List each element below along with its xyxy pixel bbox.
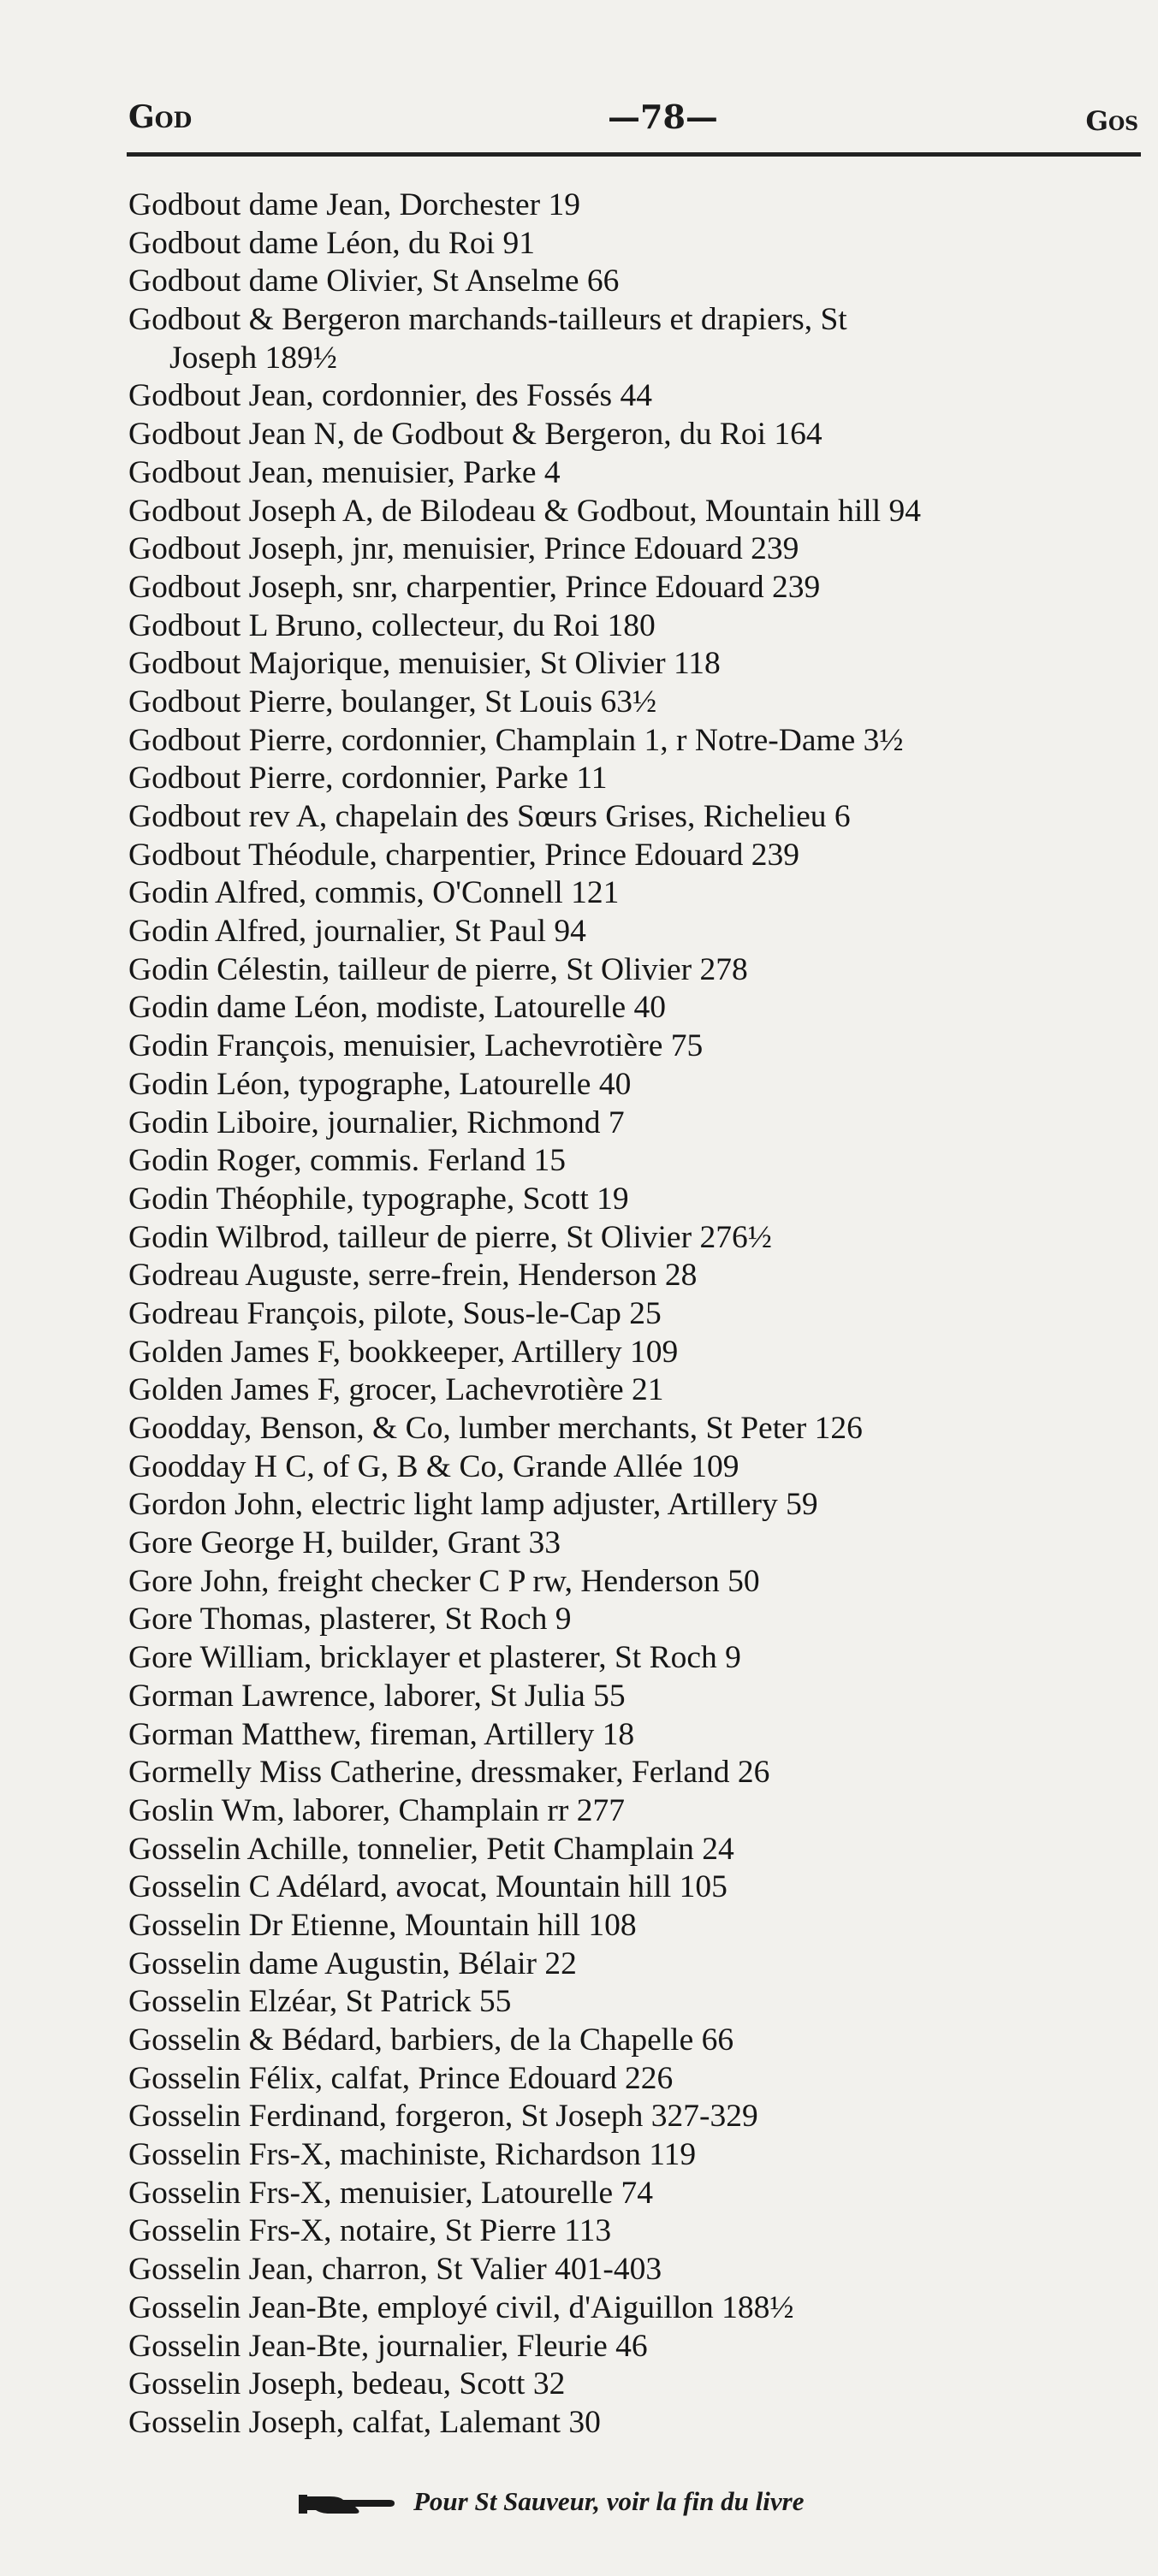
directory-entry: Godin Léon, typographe, Latourelle 40 xyxy=(128,1066,632,1102)
directory-entry: Godbout Pierre, cordonnier, Parke 11 xyxy=(128,761,608,796)
header-last-name: Gos xyxy=(1085,106,1138,137)
page-footer xyxy=(295,2484,1066,2527)
directory-entry: Godin Alfred, journalier, St Paul 94 xyxy=(128,914,586,950)
directory-entry: Godreau Auguste, serre-frein, Henderson 28 xyxy=(128,1258,698,1294)
directory-entry: Goodday, Benson, & Co, lumber merchants, St Peter 126 xyxy=(128,1411,863,1446)
directory-entry: Godin Alfred, commis, O'Connell 121 xyxy=(128,875,620,911)
directory-entry: Godbout dame Olivier, St Anselme 66 xyxy=(128,264,620,299)
header-rule xyxy=(127,152,1141,157)
directory-entry: Gosselin Frs-X, machiniste, Richardson 119 xyxy=(128,2137,697,2173)
directory-entry: Godbout Pierre, boulanger, St Louis 63½ xyxy=(128,684,657,720)
directory-entry: Gore Thomas, plasterer, St Roch 9 xyxy=(128,1602,572,1637)
footer-note: Pour St Sauveur, voir la fin du livre xyxy=(413,2486,805,2516)
directory-entry: Golden James F, grocer, Lachevrotière 21 xyxy=(128,1372,664,1408)
directory-entry: Godbout Théodule, charpentier, Prince Edouard 239 xyxy=(128,837,800,873)
directory-entry: Godbout Joseph A, de Bilodeau & Godbout, Mountain hill 94 xyxy=(128,493,922,529)
directory-entry: Gosselin Joseph, bedeau, Scott 32 xyxy=(128,2366,566,2402)
directory-entry: Joseph 189½ xyxy=(169,340,337,376)
directory-entry: Godin François, menuisier, Lachevrotière 75 xyxy=(128,1028,704,1064)
directory-entry: Gosselin Frs-X, notaire, St Pierre 113 xyxy=(128,2213,612,2249)
directory-entry: Goslin Wm, laborer, Champlain rr 277 xyxy=(128,1792,625,1828)
directory-entry: Gosselin Jean, charron, St Valier 401-403 xyxy=(128,2252,662,2288)
directory-entry: Gosselin Elzéar, St Patrick 55 xyxy=(128,1984,512,2020)
directory-entry: Gore John, freight checker C P rw, Henderson 50 xyxy=(128,1563,760,1599)
directory-entry: Godbout Pierre, cordonnier, Champlain 1, r Notre-Dame 3½ xyxy=(128,722,904,758)
pointing-hand-icon xyxy=(295,2490,398,2526)
directory-entries xyxy=(128,187,1143,2443)
directory-entry: Godbout Majorique, menuisier, St Olivier 118 xyxy=(128,646,721,682)
directory-entry: Godbout dame Léon, du Roi 91 xyxy=(128,225,535,261)
directory-entry: Gormelly Miss Catherine, dressmaker, Ferland 26 xyxy=(128,1755,770,1791)
page-number: —78— xyxy=(608,98,718,136)
directory-entry: Godbout Jean, menuisier, Parke 4 xyxy=(128,454,561,490)
header-first-name: God xyxy=(128,99,193,135)
directory-entry: Godbout rev A, chapelain des Sœurs Grises, Richelieu 6 xyxy=(128,799,851,834)
directory-entry: Godin Théophile, typographe, Scott 19 xyxy=(128,1181,629,1217)
directory-entry: Gosselin Jean-Bte, journalier, Fleurie 46 xyxy=(128,2328,648,2364)
directory-entry: Gosselin C Adélard, avocat, Mountain hill 105 xyxy=(128,1869,727,1905)
directory-entry: Gosselin & Bédard, barbiers, de la Chapelle 66 xyxy=(128,2022,734,2058)
directory-entry: Godbout Joseph, jnr, menuisier, Prince Edouard 239 xyxy=(128,531,799,567)
directory-entry: Gore George H, builder, Grant 33 xyxy=(128,1525,561,1561)
directory-entry: Godbout dame Jean, Dorchester 19 xyxy=(128,187,580,222)
directory-entry: Gosselin Dr Etienne, Mountain hill 108 xyxy=(128,1907,637,1943)
directory-entry: Godbout & Bergeron marchands-tailleurs et drapiers, St xyxy=(128,302,847,338)
directory-entry: Gordon John, electric light lamp adjuster, Artillery 59 xyxy=(128,1487,818,1523)
directory-entry: Gosselin Ferdinand, forgeron, St Joseph 327-329 xyxy=(128,2099,758,2135)
directory-entry: Gosselin Joseph, calfat, Lalemant 30 xyxy=(128,2404,601,2440)
directory-entry: Gore William, bricklayer et plasterer, St Roch 9 xyxy=(128,1640,741,1676)
directory-entry: Gosselin dame Augustin, Bélair 22 xyxy=(128,1945,577,1981)
directory-entry: Gosselin Achille, tonnelier, Petit Champlain 24 xyxy=(128,1831,734,1867)
directory-entry: Godbout Jean N, de Godbout & Bergeron, du Roi 164 xyxy=(128,417,822,453)
directory-entry: Godbout Jean, cordonnier, des Fossés 44 xyxy=(128,378,652,414)
directory-entry: Gosselin Frs-X, menuisier, Latourelle 74 xyxy=(128,2175,653,2211)
directory-entry: Gorman Lawrence, laborer, St Julia 55 xyxy=(128,1678,626,1714)
directory-entry: Godin Roger, commis. Ferland 15 xyxy=(128,1143,566,1179)
directory-entry: Goodday H C, of G, B & Co, Grande Allée 109 xyxy=(128,1448,739,1484)
directory-entry: Godbout L Bruno, collecteur, du Roi 180 xyxy=(128,607,656,643)
directory-entry: Gorman Matthew, fireman, Artillery 18 xyxy=(128,1716,635,1752)
directory-entry: Gosselin Jean-Bte, employé civil, d'Aiguillon 188½ xyxy=(128,2289,794,2325)
page-header xyxy=(128,96,1138,147)
directory-entry: Godin Wilbrod, tailleur de pierre, St Olivier 276½ xyxy=(128,1219,772,1255)
directory-entry: Godin Liboire, journalier, Richmond 7 xyxy=(128,1104,625,1140)
directory-entry: Golden James F, bookkeeper, Artillery 109 xyxy=(128,1334,679,1370)
directory-entry: Godin Célestin, tailleur de pierre, St Olivier 278 xyxy=(128,951,748,987)
directory-entry: Gosselin Félix, calfat, Prince Edouard 226 xyxy=(128,2060,674,2096)
directory-entry: Godin dame Léon, modiste, Latourelle 40 xyxy=(128,990,666,1026)
directory-entry: Godbout Joseph, snr, charpentier, Prince Edouard 239 xyxy=(128,569,821,605)
directory-entry: Godreau François, pilote, Sous-le-Cap 25 xyxy=(128,1295,662,1331)
